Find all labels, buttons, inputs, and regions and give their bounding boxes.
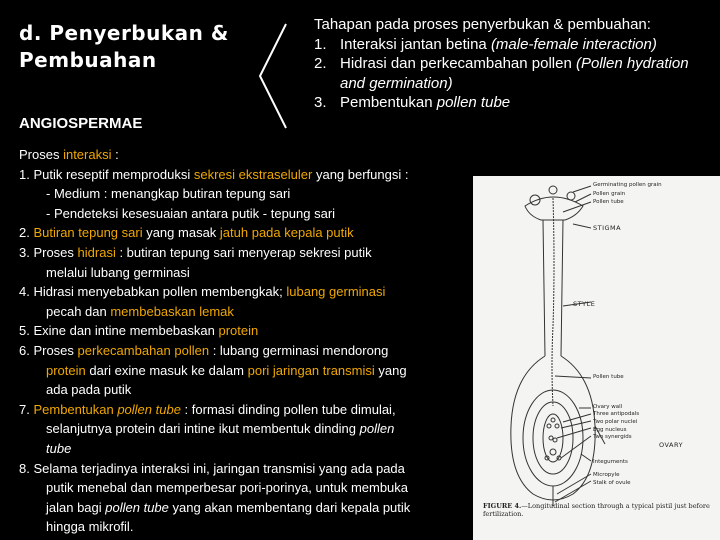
label-integuments: Integuments — [593, 459, 628, 465]
body-line: 8. Selama terjadinya interaksi ini, jaringan transmisi yang ada pada — [19, 460, 405, 476]
body-line: protein dari exine masuk ke dalam pori jaringan transmisi yang — [46, 362, 407, 378]
figure-caption-text: —Longitudinal section through a typical pistil just before fertilization. — [483, 502, 710, 518]
label-polar-nuclei: Two polar nuclei — [593, 419, 638, 425]
stage-item — [314, 35, 714, 55]
label-pollen-tube-top: Pollen tube — [593, 199, 624, 205]
left-brace-icon — [258, 22, 288, 130]
slide-title: d. Penyerbukan & Pembuahan — [19, 21, 229, 72]
stage-text: Interaksi jantan betina — [340, 35, 491, 53]
body-line: 7. Pembentukan pollen tube : formasi dinding pollen tube dimulai, — [19, 401, 396, 417]
label-egg-nucleus: Egg nucleus — [593, 427, 627, 433]
body-line: hingga mikrofil. — [46, 519, 134, 535]
label-ovary-wall: Ovary wall — [593, 404, 623, 410]
body-line: 3. Proses hidrasi : butiran tepung sari menyerap sekresi putik — [19, 244, 372, 260]
body-line: putik menebal dan memperbesar pori-porinya, untuk membuka — [46, 480, 409, 496]
stage-text: Hidrasi dan perkecambahan pollen — [340, 55, 576, 73]
label-stigma: STIGMA — [593, 224, 622, 232]
label-antipodals: Three antipodals — [593, 411, 640, 417]
stage-item — [314, 54, 714, 93]
stage-number: 3. — [314, 94, 327, 112]
label-pollen-grain: Pollen grain — [593, 191, 626, 197]
body-line: 1. Putik reseptif memproduksi sekresi ekstraseluler yang berfungsi : — [19, 166, 409, 182]
body-line: selanjutnya protein dari intine ikut membentuk dinding pollen — [46, 421, 395, 437]
body-line: jalan bagi pollen tube yang akan membentang dari kepala putik — [46, 499, 411, 515]
stage-number: 2. — [314, 55, 327, 73]
body-line: - Medium : menangkap butiran tepung sari — [46, 186, 291, 202]
stages-intro: Tahapan pada proses penyerbukan & pembuahan: — [314, 16, 651, 33]
label-micropyle: Micropyle — [593, 472, 620, 478]
stage-number: 1. — [314, 35, 327, 53]
label-pollen-tube-mid: Pollen tube — [593, 374, 624, 380]
stage-text: Pembentukan — [340, 94, 437, 112]
body-line: 4. Hidrasi menyebabkan pollen membengkak; lubang germinasi — [19, 284, 386, 300]
stage-item — [314, 93, 714, 113]
body-line: ada pada putik — [46, 382, 132, 398]
stage-italic: pollen tube — [436, 94, 511, 112]
slide-subtitle: ANGIOSPERMAE — [19, 115, 143, 132]
body-line: 2. Butiran tepung sari yang masak jatuh pada kepala putik — [19, 225, 354, 241]
body-line: tube — [46, 440, 72, 456]
figure-caption — [483, 502, 713, 518]
pistil-diagram — [473, 176, 720, 540]
stages-list — [314, 15, 714, 113]
stage-italic: (Pollen hydration and germination) — [340, 55, 689, 92]
body-line: Proses interaksi : — [19, 147, 119, 162]
body-line: melalui lubang germinasi — [46, 264, 190, 280]
figure-number: FIGURE 4. — [483, 502, 522, 510]
body-line: - Pendeteksi kesesuaian antara putik - tepung sari — [46, 205, 336, 221]
label-germinating-pollen: Germinating pollen grain — [593, 182, 662, 188]
body-line: 6. Proses perkecambahan pollen : lubang germinasi mendorong — [19, 342, 389, 358]
body-text — [19, 145, 479, 537]
label-style: STYLE — [573, 300, 596, 308]
body-line: 5. Exine dan intine membebaskan protein — [19, 323, 259, 339]
body-line: pecah dan membebaskan lemak — [46, 303, 234, 319]
stage-italic: (male-female interaction) — [490, 35, 657, 53]
label-ovary: OVARY — [659, 441, 684, 449]
label-synergids: Two synergids — [593, 434, 632, 440]
label-stalk: Stalk of ovule — [593, 480, 631, 486]
